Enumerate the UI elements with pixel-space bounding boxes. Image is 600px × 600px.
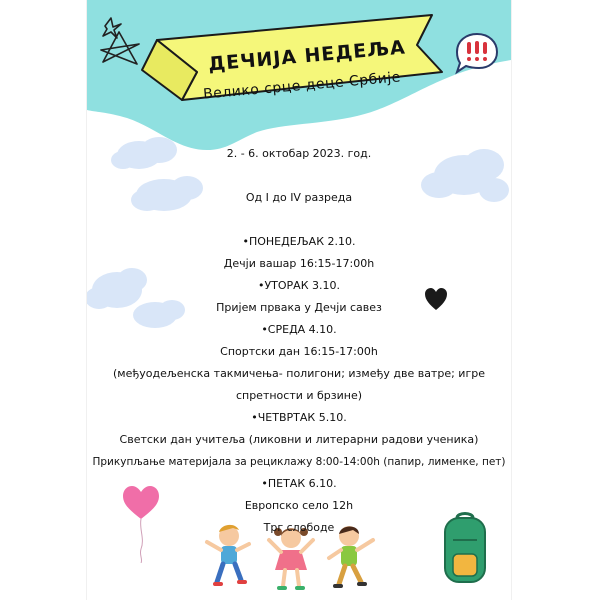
thursday-event-2: Прикупљање материјала за рециклажу 8:00-14:00h (папир, лименке, пет): [92, 456, 506, 468]
wednesday-event: Спортски дан 16:15-17:00h: [220, 345, 378, 358]
poster: [87, 0, 511, 600]
wednesday-label: •СРЕДА 4.10.: [261, 323, 337, 336]
schedule-content: [87, 143, 511, 539]
star-doodle-icon: [97, 14, 143, 66]
title-ribbon: [87, 0, 511, 150]
event-dates: 2. - 6. октобар 2023. год.: [226, 147, 372, 160]
friday-label: •ПЕТАК 6.10.: [261, 477, 337, 490]
wednesday-note-line-1: (међуодељенска такмичења- полигони; између две ватре; игре: [113, 367, 485, 380]
exclamation-speech-bubble-icon: [451, 30, 501, 76]
tuesday-event: Пријем првака у Дечји савез: [216, 301, 382, 314]
monday-label: •ПОНЕДЕЉАК 2.10.: [242, 235, 356, 248]
friday-event-2: Трг слободе: [263, 521, 335, 534]
tuesday-label: •УТОРАК 3.10.: [257, 279, 341, 292]
grades-line: Од I до IV разреда: [245, 191, 353, 204]
wednesday-note-line-2: спретности и брзине): [235, 389, 363, 402]
friday-event-1: Европско село 12h: [244, 499, 354, 512]
thursday-event-1: Светски дан учитеља (ликовни и литерарни радови ученика): [119, 433, 479, 446]
banner-subtitle: Велико срце деце Србије: [202, 69, 402, 103]
banner-title: ДЕЧИЈА НЕДЕЉА: [207, 36, 407, 76]
thursday-label: •ЧЕТВРТАК 5.10.: [251, 411, 347, 424]
monday-event: Дечји вашар 16:15-17:00h: [223, 257, 375, 270]
